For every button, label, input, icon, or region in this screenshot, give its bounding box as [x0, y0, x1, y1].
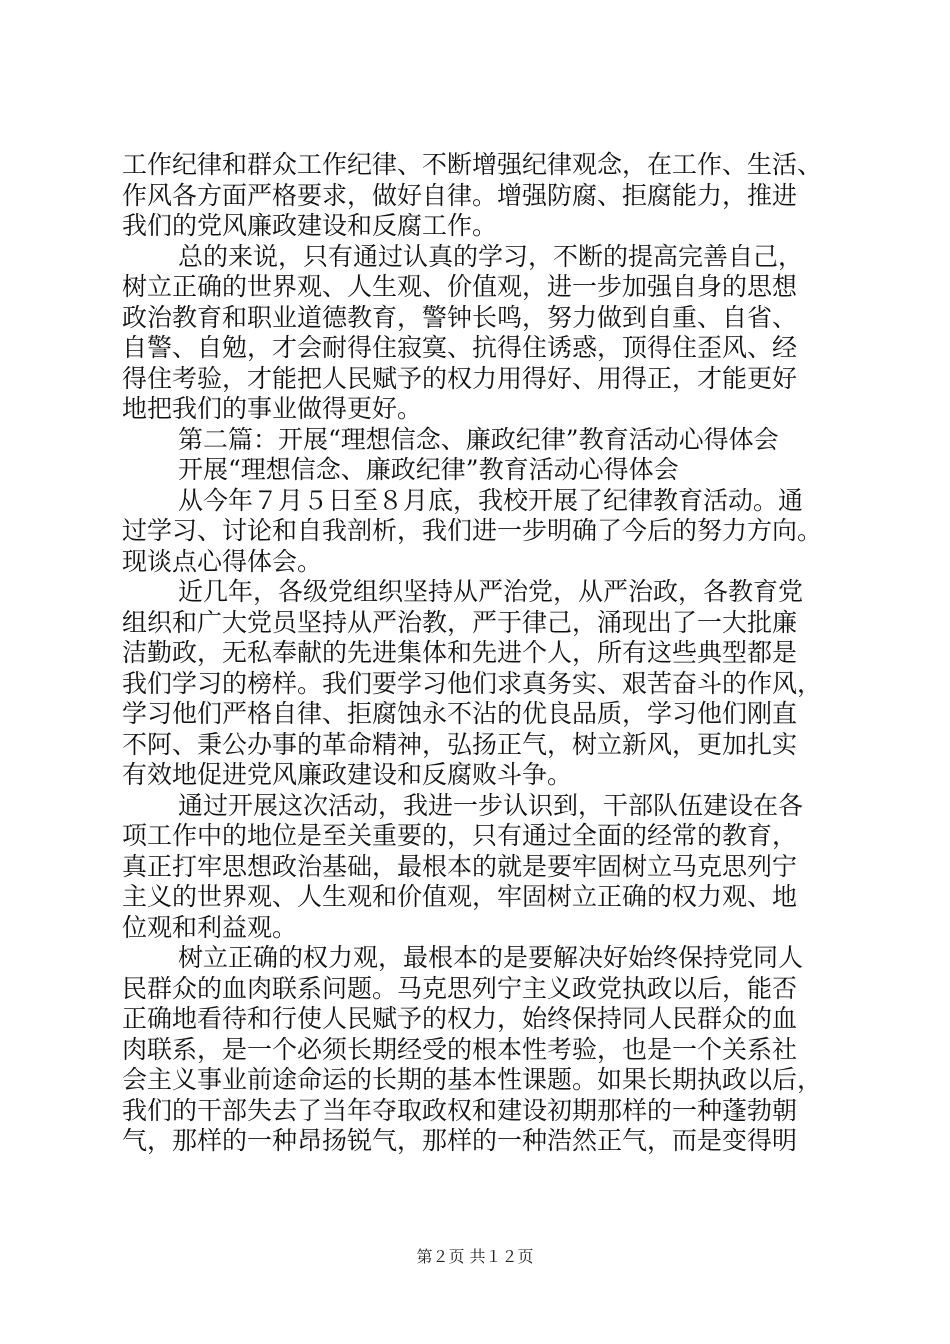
text-line: 民群众的血肉联系问题。马克思列宁主义政党执政以后，能否	[122, 973, 798, 1003]
text-line: 会主义事业前途命运的长期的基本性课题。如果长期执政以后，	[122, 1065, 823, 1094]
text-line: 地把我们的事业做得更好。	[122, 394, 423, 423]
text-line: 从今年７月５日至８月底，我校开展了纪律教育活动。通	[178, 485, 804, 515]
text-line: 过学习、讨论和自我剖析，我们进一步明确了今后的努力方向。	[122, 516, 823, 545]
text-line: 现谈点心得体会。	[122, 546, 323, 576]
text-line: 树立正确的权力观，最根本的是要解决好始终保持党同人	[178, 943, 804, 972]
text-line: 总的来说，只有通过认真的学习，不断的提高完善自己，	[178, 241, 804, 271]
text-line: 自警、自勉，才会耐得住寂寞、抗得住诱惑，顶得住歪风、经	[122, 333, 798, 362]
text-line: 第二篇：开展“理想信念、廉政纪律”教育活动心得体会	[178, 424, 779, 454]
text-line: 洁勤政，无私奉献的先进集体和先进个人，所有这些典型都是	[122, 638, 798, 667]
text-line: 我们的党风廉政建设和反腐工作。	[122, 211, 498, 240]
text-line: 主义的世界观、人生观和价值观，牢固树立正确的权力观、地	[122, 882, 798, 911]
text-line: 树立正确的世界观、人生观、价值观，进一步加强自身的思想	[122, 272, 798, 301]
text-line: 开展“理想信念、廉政纪律”教育活动心得体会	[178, 455, 679, 484]
text-line: 不阿、秉公办事的革命精神，弘扬正气，树立新风，更加扎实	[122, 729, 798, 759]
text-line: 我们学习的榜样。我们要学习他们求真务实、艰苦奋斗的作风，	[122, 668, 823, 698]
text-line: 通过开展这次活动，我进一步认识到，干部队伍建设在各	[178, 790, 804, 820]
text-line: 气，那样的一种昂扬锐气，那样的一种浩然正气，而是变得明	[122, 1126, 798, 1155]
text-line: 作风各方面严格要求，做好自律。增强防腐、拒腐能力，推进	[122, 180, 798, 210]
text-line: 近几年，各级党组织坚持从严治党，从严治政，各教育党	[178, 577, 804, 606]
text-line: 政治教育和职业道德教育，警钟长鸣，努力做到自重、自省、	[122, 302, 798, 332]
document-body	[122, 150, 834, 1157]
text-line: 项工作中的地位是至关重要的，只有通过全面的经常的教育，	[122, 821, 798, 850]
text-line: 得住考验，才能把人民赋予的权力用得好、用得正，才能更好	[122, 363, 798, 393]
text-line: 正确地看待和行使人民赋予的权力，始终保持同人民群众的血	[122, 1004, 798, 1033]
text-line: 学习他们严格自律、拒腐蚀永不沾的优良品质，学习他们刚直	[122, 699, 798, 728]
text-line: 我们的干部失去了当年夺取政权和建设初期那样的一种蓬勃朝	[122, 1095, 798, 1125]
text-line: 位观和利益观。	[122, 912, 298, 942]
text-line: 肉联系，是一个必须长期经受的根本性考验，也是一个关系社	[122, 1034, 798, 1064]
page-footer: 第２页 共１２页	[416, 1247, 534, 1266]
text-line: 工作纪律和群众工作纪律、不断增强纪律观念，在工作、生活、	[122, 150, 823, 179]
text-line: 组织和广大党员坚持从严治教，严于律己，涌现出了一大批廉	[122, 607, 798, 637]
text-line: 有效地促进党风廉政建设和反腐败斗争。	[122, 760, 573, 789]
text-line: 真正打牢思想政治基础，最根本的就是要牢固树立马克思列宁	[122, 851, 798, 881]
